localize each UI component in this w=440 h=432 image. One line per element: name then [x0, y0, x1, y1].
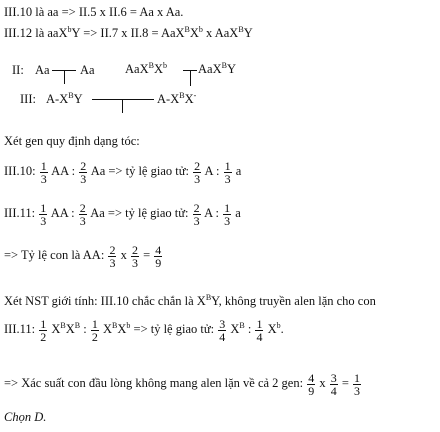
text-part: = [341, 376, 353, 390]
child-iii10 [46, 92, 83, 107]
numerator: 2 [80, 158, 87, 173]
parent-ii5: Aa [35, 63, 50, 77]
text-part: = [143, 248, 154, 262]
text-part: => Tỷ lệ con là AA: [4, 248, 108, 262]
text-part: A : [204, 206, 223, 220]
parent-ii8 [198, 62, 236, 77]
text-part: A-X [46, 92, 69, 106]
text-part: Aa => tỷ lệ giao tử: [90, 206, 192, 220]
fraction [79, 202, 87, 227]
fraction [39, 318, 47, 343]
text-part: AaX [198, 62, 222, 76]
parent-ii7 [125, 62, 167, 77]
label: III.10: [4, 164, 39, 178]
fraction [154, 244, 162, 269]
text-part: => tỷ lệ giao tử: [130, 322, 218, 336]
gen2-label: II: [12, 63, 24, 77]
numerator: 1 [224, 200, 231, 215]
fraction [39, 202, 47, 227]
line-sex-chromosome [4, 294, 376, 308]
denominator: 3 [40, 171, 47, 186]
text-iii10-aa: III.10 là aa => II.5 x II.6 = Aa x Aa. [4, 5, 184, 19]
sup-part: B [179, 90, 185, 100]
text-part: AA : [51, 164, 79, 178]
sup-part: B [148, 60, 154, 70]
fraction [353, 372, 361, 397]
denominator: 2 [40, 329, 47, 344]
text-part: Y [73, 92, 83, 106]
numerator: 3 [219, 316, 226, 331]
denominator: 3 [131, 255, 138, 270]
line-aa-offspring [4, 242, 163, 269]
denominator: 9 [308, 383, 315, 398]
line-iii11-x-ratio [4, 316, 284, 343]
text-part: => Xác suất con đầu lòng không mang alen lặn về cả 2 gen: [4, 376, 307, 390]
fraction [330, 372, 338, 397]
text-part: X [184, 92, 194, 106]
line-iii10-ratio [4, 158, 241, 185]
fraction [255, 318, 263, 343]
text-gene-hair: Xét gen quy định dạng tóc: [4, 134, 140, 148]
gen3-label: III: [20, 92, 36, 106]
text-part: AaX [125, 62, 149, 76]
mating-line-3 [92, 99, 154, 100]
sup-part: - [193, 90, 197, 100]
denominator: 4 [256, 329, 263, 344]
label: III.11: [4, 206, 39, 220]
fraction [40, 160, 48, 185]
answer-line [4, 410, 46, 424]
numerator: 1 [40, 158, 47, 173]
denominator: 3 [80, 171, 87, 186]
text-part: a [235, 164, 242, 178]
text-part: X [51, 322, 61, 336]
numerator: 2 [131, 242, 138, 257]
denominator: 4 [219, 329, 226, 344]
text-part: Y [243, 26, 253, 40]
text-part: X [230, 322, 240, 336]
text-part: Y, không truyền alen lặn cho con [211, 294, 376, 308]
sup-part: B [239, 320, 245, 330]
text-part: . [280, 322, 284, 336]
denominator: 3 [193, 213, 200, 228]
sup-part: b [276, 320, 281, 330]
line-iii11-ratio [4, 200, 241, 227]
line-iii10-aa [4, 5, 183, 19]
descent-line-3 [122, 99, 123, 113]
text-part: X [189, 26, 199, 40]
text-part: Y [226, 62, 236, 76]
text-part: X [153, 62, 163, 76]
line-final-probability [4, 370, 362, 397]
text-part: x [120, 248, 130, 262]
text-part: III.12 là aaX [4, 26, 68, 40]
text-part: X [117, 322, 127, 336]
denominator: 3 [354, 383, 361, 398]
text-part: Y => II.7 x II.8 = AaX [71, 26, 185, 40]
sup-part: b [126, 320, 131, 330]
sup-part: b [162, 60, 167, 70]
sup-part: B [112, 320, 118, 330]
sup-part: b [198, 24, 203, 34]
sup-part: B [74, 320, 81, 330]
sup-part: B [221, 60, 227, 70]
denominator: 9 [155, 255, 162, 270]
text-part: X [267, 322, 277, 336]
denominator: 3 [40, 213, 47, 228]
numerator: 2 [194, 158, 201, 173]
fraction [193, 202, 201, 227]
numerator: 4 [155, 242, 162, 257]
text-part: : [80, 322, 90, 336]
numerator: 1 [256, 316, 263, 331]
text-part: X [102, 322, 113, 336]
numerator: 2 [109, 242, 116, 257]
parent-ii6: Aa [80, 63, 95, 77]
numerator: 1 [40, 200, 47, 215]
answer-text: Chọn D. [4, 410, 47, 424]
numerator: 1 [354, 370, 361, 385]
fraction [91, 318, 99, 343]
fraction [193, 160, 201, 185]
numerator: 1 [40, 316, 47, 331]
text-part: x [319, 376, 329, 390]
fraction [131, 244, 139, 269]
fraction [223, 202, 231, 227]
gene-hair-heading [4, 134, 140, 148]
sup-part: B [68, 90, 74, 100]
denominator: 3 [79, 213, 86, 228]
numerator: 2 [79, 200, 86, 215]
text-part: AA : [50, 206, 78, 220]
text-part: Xét NST giới tính: III.10 chắc chắn là X [4, 294, 206, 308]
child-iii11 [157, 92, 196, 107]
text-part: A-X [157, 92, 180, 106]
text-part: Aa => tỷ lệ giao tử: [90, 164, 193, 178]
numerator: 3 [330, 370, 337, 385]
text-part: : [244, 322, 255, 336]
line-iii12 [4, 26, 253, 40]
numerator: 4 [308, 370, 315, 385]
sup-part: b [67, 24, 72, 34]
numerator: 1 [91, 316, 98, 331]
denominator: 3 [224, 213, 231, 228]
sup-part: B [205, 292, 212, 302]
sup-part: B [184, 24, 190, 34]
denominator: 3 [224, 171, 231, 186]
numerator: 1 [224, 158, 231, 173]
denominator: 3 [109, 255, 116, 270]
denominator: 3 [194, 171, 201, 186]
fraction [224, 160, 232, 185]
text-part: a [235, 206, 241, 220]
text-part: A : [204, 164, 223, 178]
descent-line-1 [64, 70, 65, 84]
fraction [108, 244, 116, 269]
sup-part: B [238, 24, 244, 34]
descent-line-2 [190, 70, 191, 86]
label: III.11: [4, 322, 39, 336]
fraction [307, 372, 315, 397]
fraction [218, 318, 226, 343]
text-part: X [65, 322, 75, 336]
fraction [79, 160, 87, 185]
text-part: x AaX [202, 26, 239, 40]
numerator: 2 [193, 200, 200, 215]
denominator: 2 [91, 329, 98, 344]
sup-part: B [60, 320, 66, 330]
denominator: 4 [330, 383, 337, 398]
